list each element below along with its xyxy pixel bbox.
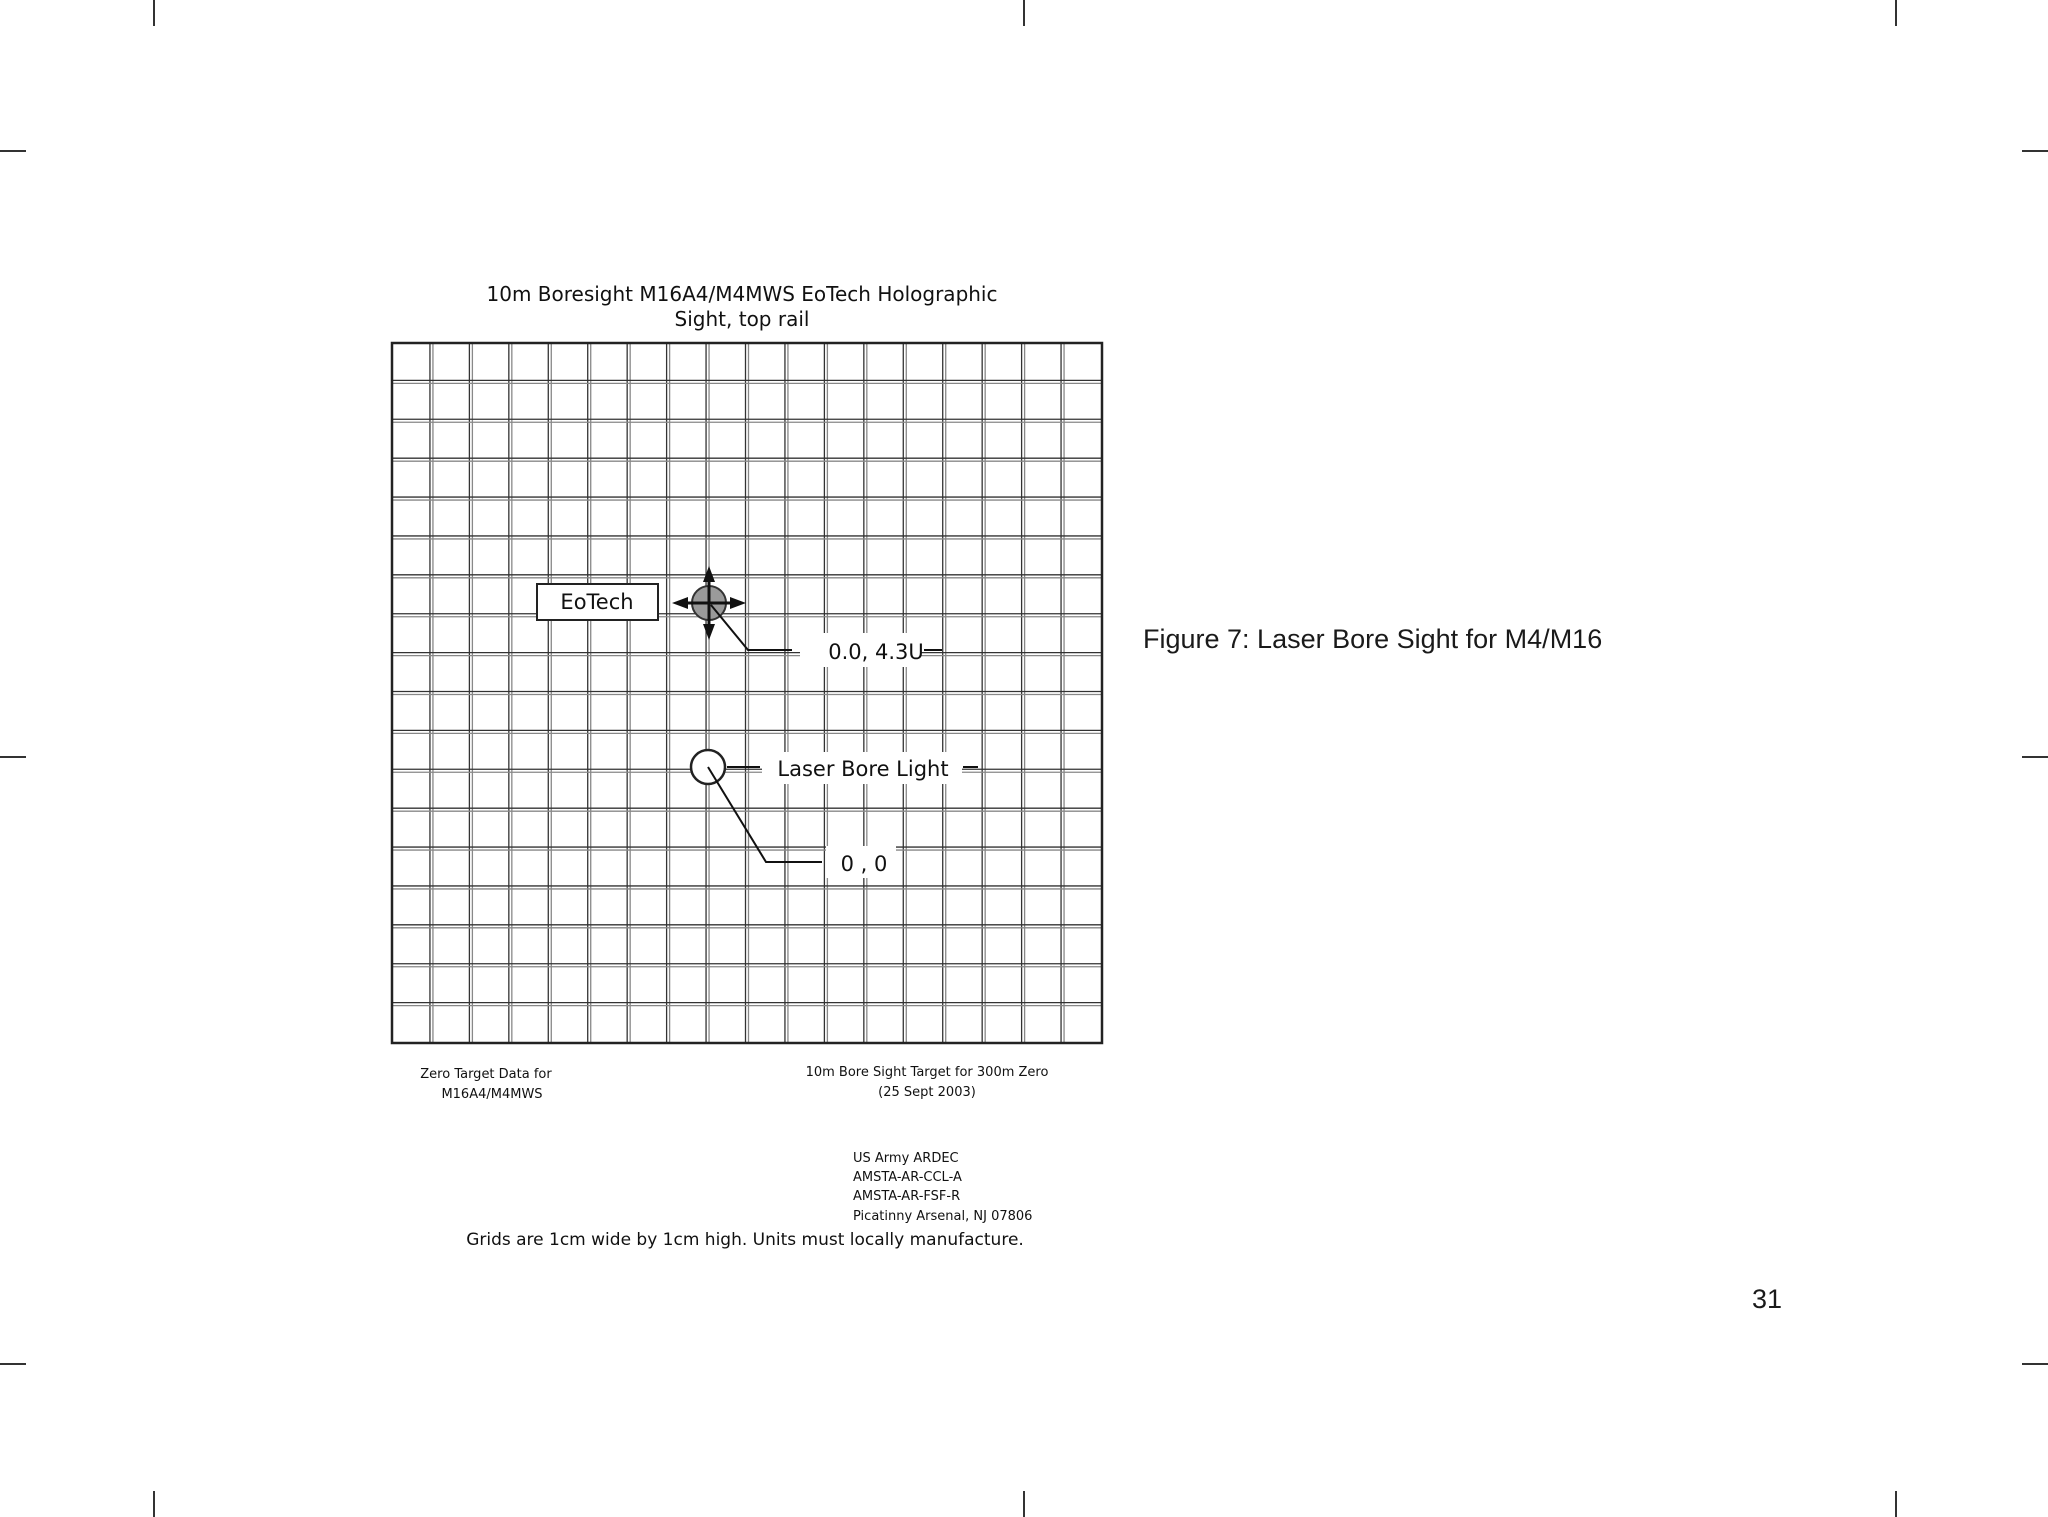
grid-border [392,343,1102,1043]
army-line4: Picatinny Arsenal, NJ 07806 [853,1209,1033,1224]
target-title-line2: Sight, top rail [674,307,810,331]
footer-right-line2: (25 Sept 2003) [878,1085,976,1100]
army-line3: AMSTA-AR-FSF-R [853,1189,961,1204]
page-number: 31 [1752,1284,1783,1314]
eotech-coords: 0.0, 4.3U [828,640,924,664]
laser-bore-light-label: Laser Bore Light [777,757,949,781]
eotech-label: EoTech [560,590,634,614]
footer-right-line1: 10m Bore Sight Target for 300m Zero [805,1065,1049,1080]
footer-left-line2: M16A4/M4MWS [441,1087,543,1102]
grid-note: Grids are 1cm wide by 1cm high. Units must locally manufacture. [466,1230,1024,1250]
army-line1: US Army ARDEC [853,1151,959,1166]
target-title-line1: 10m Boresight M16A4/M4MWS EoTech Holographic [486,282,998,306]
eotech-reticle-icon [672,566,746,640]
footer-left-line1: Zero Target Data for [420,1067,552,1082]
laser-coords: 0 , 0 [840,852,888,876]
army-line2: AMSTA-AR-CCL-A [853,1170,962,1185]
target-grid [392,343,1102,1043]
figure-caption: Figure 7: Laser Bore Sight for M4/M16 [1143,624,1603,654]
